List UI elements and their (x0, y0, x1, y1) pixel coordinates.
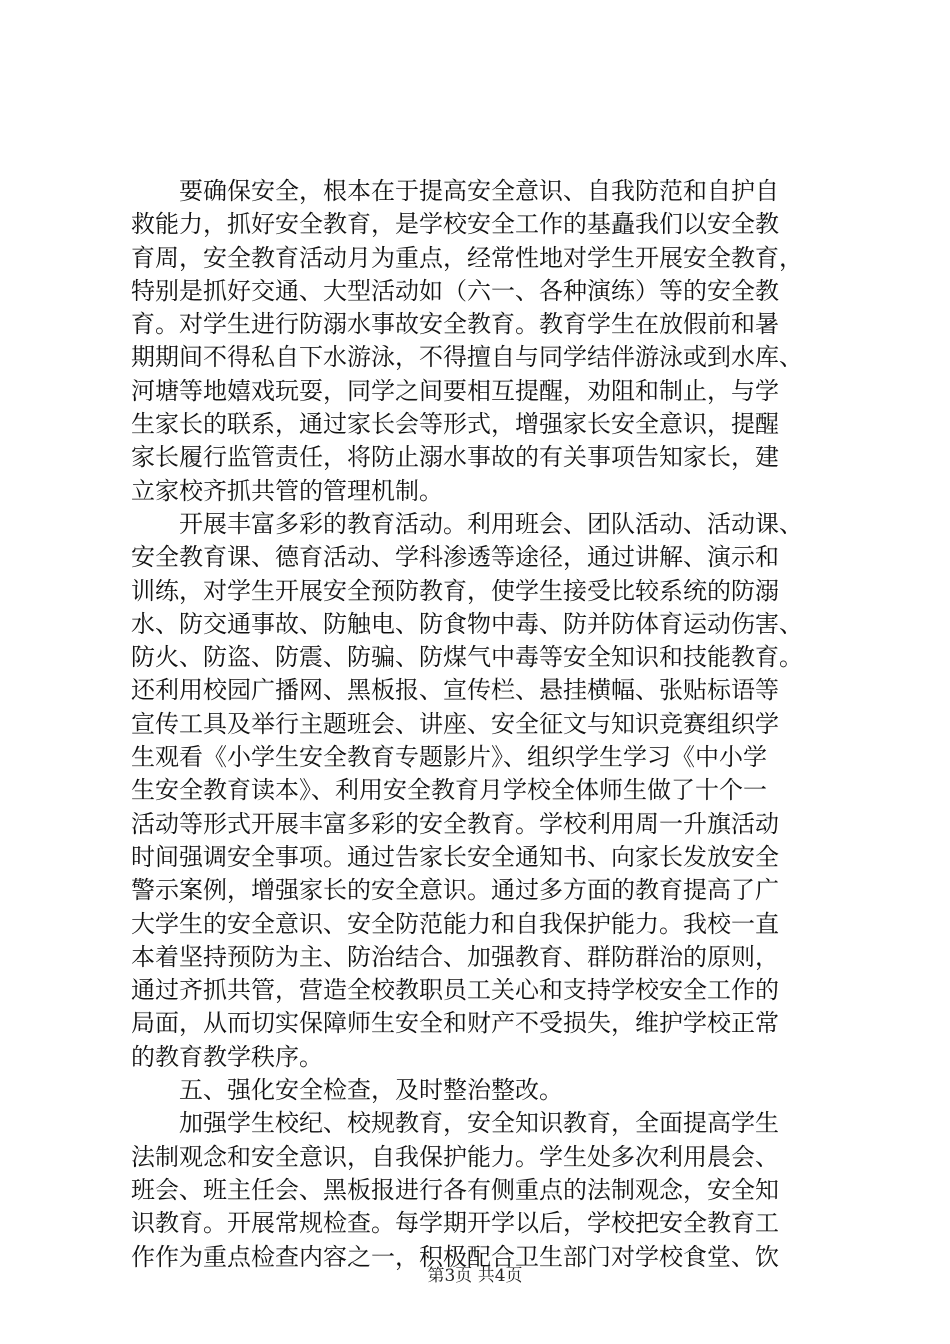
text-line: 水、防交通事故、防触电、防食物中毒、防并防体育运动伤害、 (131, 609, 803, 638)
text-line: 育。对学生进行防溺水事故安全教育。教育学生在放假前和暑 (131, 310, 779, 339)
text-line: 识教育。开展常规检查。每学期开学以后，学校把安全教育工 (131, 1209, 779, 1238)
text-line: 救能力，抓好安全教育，是学校安全工作的基矗我们以安全教 (131, 210, 779, 239)
text-line: 生观看《小学生安全教育专题影片》、组织学生学习《中小学 (131, 743, 767, 772)
text-line: 训练，对学生开展安全预防教育，使学生接受比较系统的防溺 (131, 576, 779, 605)
text-line: 立家校齐抓共管的管理机制。 (131, 476, 443, 505)
text-line: 活动等形式开展丰富多彩的安全教育。学校利用周一升旗活动 (131, 809, 779, 838)
text-line: 通过齐抓共管，营造全校教职员工关心和支持学校安全工作的 (131, 976, 779, 1005)
text-line: 作作为重点检查内容之一，积极配合卫生部门对学校食堂、饮 (131, 1242, 779, 1271)
document-body (131, 175, 821, 1274)
text-line: 期期间不得私自下水游泳，不得擅自与同学结伴游泳或到水库、 (131, 343, 803, 372)
text-line: 的教育教学秩序。 (131, 1042, 323, 1071)
text-line: 育周，安全教育活动月为重点，经常性地对学生开展安全教育， (131, 243, 803, 272)
text-line: 生家长的联系，通过家长会等形式，增强家长安全意识，提醒 (131, 410, 779, 439)
text-line: 班会、班主任会、黑板报进行各有侧重点的法制观念，安全知 (131, 1175, 779, 1204)
text-line: 法制观念和安全意识，自我保护能力。学生处多次利用晨会、 (131, 1142, 779, 1171)
text-line: 防火、防盗、防震、防骗、防煤气中毒等安全知识和技能教育。 (131, 643, 803, 672)
text-line: 警示案例，增强家长的安全意识。通过多方面的教育提高了广 (131, 876, 779, 905)
text-line: 还利用校园广播网、黑板报、宣传栏、悬挂横幅、张贴标语等 (131, 676, 779, 705)
text-line: 宣传工具及举行主题班会、讲座、安全征文与知识竞赛组织学 (131, 709, 779, 738)
text-line: 生安全教育读本》、利用安全教育月学校全体师生做了十个一 (131, 776, 767, 805)
text-line: 开展丰富多彩的教育活动。利用班会、团队活动、活动课、 (179, 509, 803, 538)
text-line: 大学生的安全意识、安全防范能力和自我保护能力。我校一直 (131, 909, 779, 938)
text-line: 河塘等地嬉戏玩耍，同学之间要相互提醒，劝阻和制止，与学 (131, 376, 779, 405)
text-line: 家长履行监管责任，将防止溺水事故的有关事项告知家长，建 (131, 443, 779, 472)
text-line: 局面，从而切实保障师生安全和财产不受损失，维护学校正常 (131, 1009, 779, 1038)
text-line: 要确保安全，根本在于提高安全意识、自我防范和自护自 (179, 177, 779, 205)
text-line: 加强学生校纪、校规教育，安全知识教育，全面提高学生 (179, 1109, 779, 1138)
text-line: 本着坚持预防为主、防治结合、加强教育、群防群治的原则， (131, 942, 779, 971)
text-line: 五、强化安全检查，及时整治整改。 (179, 1076, 563, 1105)
text-line: 特别是抓好交通、大型活动如（六一、各种演练）等的安全教 (131, 276, 779, 305)
text-line: 安全教育课、德育活动、学科渗透等途径，通过讲解、演示和 (131, 543, 779, 572)
page-number-footer: 第3页 共4页 (427, 1266, 523, 1286)
text-line: 时间强调安全事项。通过告家长安全通知书、向家长发放安全 (131, 842, 779, 871)
